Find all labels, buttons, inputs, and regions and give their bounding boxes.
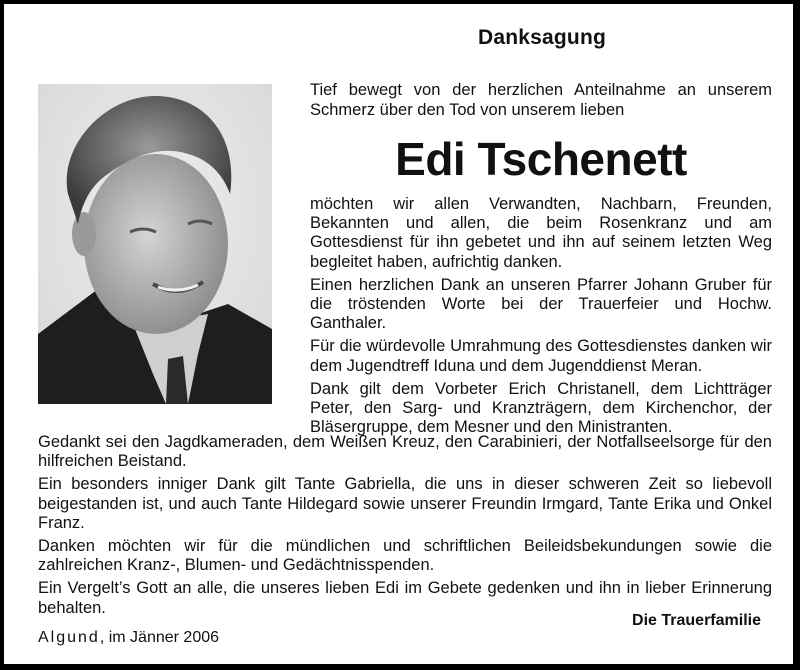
signature: Die Trauerfamilie [632,612,761,629]
portrait-photo [38,84,272,404]
paragraph: Gedankt sei den Jagdkameraden, dem Weißen Kreuz, den Carabinieri, der Notfallseelsorge für den hilfreichen Beistand. [38,433,772,471]
paragraph: Einen herzlichen Dank an unseren Pfarrer Johann Gruber für die tröstenden Worte bei der Trauerfeier und Hochw. Ganthaler. [310,275,772,333]
place-name: Algund [38,629,100,646]
paragraph: möchten wir allen Verwandten, Nachbarn, Freunden, Bekannten und allen, die beim Rosenkranz und am Gottesdienst für ihn gebetet und ihn auf seinem letzten Weg begleitet haben, aufrichtig danken. [310,195,772,271]
column-text [310,195,772,441]
paragraph: Für die würdevolle Umrahmung des Gottesdienstes danken wir dem Jugendtreff Iduna und dem Jugenddienst Meran. [310,337,772,375]
place-date [38,629,219,647]
paragraph: Dank gilt dem Vorbeter Erich Christanell, dem Lichtträger Peter, den Sarg- und Kranzträgern, dem Kirchenchor, der Bläsergruppe, dem Mesner und den Ministranten. [310,379,772,437]
notice-heading: Danksagung [477,26,607,49]
deceased-name: Edi Tschenett [395,133,687,185]
portrait-image [38,84,272,404]
full-width-text [38,433,772,622]
paragraph: Ein Vergelt’s Gott an alle, die unseres lieben Edi im Gebete gedenken und ihn in lieber Erinnerung behalten. [38,579,772,617]
date-text: , im Jänner 2006 [99,629,220,646]
obituary-notice [4,4,793,664]
paragraph: Ein besonders inniger Dank gilt Tante Gabriella, die uns in dieser schweren Zeit so liebevoll beigestanden ist, und auch Tante Hildegard sowie unserer Freundin Irmgard, Tante Erika und Onkel Franz. [38,475,772,532]
paragraph: Danken möchten wir für die mündlichen und schriftlichen Beileidsbekundungen sowie die zahlreichen Kranz-, Blumen- und Gedächtnisspenden. [38,537,772,575]
intro-text: Tief bewegt von der herzlichen Anteilnahme an unserem Schmerz über den Tod von unserem lieben [310,81,772,119]
